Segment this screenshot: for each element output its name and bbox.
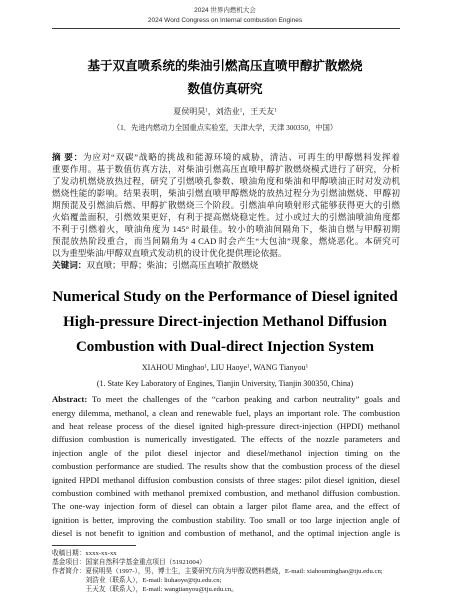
author-separator: ,: [206, 362, 211, 372]
en-abstract-line: The one-way injection form of diesel can obtain a larger pilot flame area, and the effect of: [52, 501, 400, 512]
zh-title-line: 基于双直喷系统的柴油引燃高压直喷甲醇扩散燃烧: [87, 58, 363, 73]
zh-abstract-line: 期预混及引燃油后燃、甲醇扩散燃烧三个阶段。引燃油单向喷射形式能够获得更大的引燃: [52, 200, 400, 210]
en-abstract-line: [52, 393, 400, 406]
zh-abstract-line: 火焰覆盖面积，引燃效果更好，有利于提高燃烧稳定性。过小或过大的引燃油喷油角度都: [52, 212, 400, 222]
en-abstract-line: combustion performance are studied. The results show that the combustion process of the diesel: [52, 461, 400, 472]
en-abstract-line: ignited HPDI methanol diffusion combustion consists of three stages: pilot diesel ignition, diesel: [52, 474, 400, 485]
author-name: 刘浩业: [215, 107, 240, 116]
affiliation-mark: 1: [247, 363, 250, 369]
zh-keywords-text: 双直喷；甲醇；柴油；引燃高压直喷扩散燃烧: [86, 260, 259, 270]
zh-keywords-label: 关键词：: [52, 260, 87, 270]
en-abstract: [52, 393, 400, 540]
en-abstract-line: diffusion combustion is numerically investigated. The effects of the nozzle parameters and: [52, 434, 400, 445]
en-title-line: Numerical Study on the Performance of Diesel ignited: [52, 288, 398, 305]
conference-name-zh: 2024 世界内燃机大会: [194, 7, 256, 14]
zh-abstract-label: 摘 要：: [52, 152, 83, 162]
zh-abstract-line: 重要作用。基于数值仿真方法，对柴油引燃高压直喷甲醇扩散燃烧模式进行了研究，分析: [52, 164, 400, 174]
conference-name-en: 2024 Word Congress on Internal combustion Engines: [147, 17, 303, 24]
zh-title: [0, 55, 450, 101]
zh-authors: [0, 106, 450, 118]
author-name: 王天友: [250, 107, 275, 116]
zh-keywords: [52, 259, 400, 271]
author-name: WANG Tianyou: [253, 362, 306, 372]
en-abstract-line: combustion combined with methanol premixed combustion, and methanol diffusion combustion.: [52, 488, 400, 499]
author-separator: ，: [207, 107, 216, 116]
header-rule: [52, 28, 400, 29]
zh-abstract-line: 预混放热阶段重合，而当间隔角为 4 CAD 时会产生“大包油”现象，燃烧恶化。本研究可: [52, 236, 400, 246]
footnotes: [52, 549, 400, 594]
zh-abstract-line: 不利于引燃着火，喷油角度为 145° 时最佳。较小的喷油间隔角下，柴油自燃与甲醇初期: [52, 224, 400, 234]
affiliation-mark: 1: [305, 363, 309, 369]
author-separator: ,: [249, 362, 254, 372]
zh-abstract-line: 以为重型柴油/甲醇双直喷式发动机的设计优化提供理论依据。: [52, 248, 287, 258]
en-abstract-line: and heat release process of the diesel ignited high-pressure direct-injection (HPDI) methanol: [52, 421, 400, 432]
affiliation-mark: 1: [204, 363, 207, 369]
author-name: XIAHOU Minghao: [141, 362, 205, 372]
en-abstract-line: diesel is not benefit to ignition and combustion of methanol, and the optimal injection angle is: [52, 528, 400, 539]
footnote-received: 收稿日期：xxxx-xx-xx: [52, 549, 117, 557]
footnote-contact: 王天友（联系人），E-mail: wangtianyou@tju.edu.cn。: [85, 585, 238, 593]
author-name: 夏侯明昊: [173, 107, 206, 116]
en-affiliation: (1. State Key Laboratory of Engines, Tianjin University, Tianjin 300350, China): [96, 378, 354, 388]
footnote-fund: 基金项目：国家自然科学基金重点项目（51921004）: [52, 558, 206, 566]
zh-abstract-line: 燃烧性能的影响。结果表明，柴油引燃直喷甲醇燃烧的放热过程分为引燃油燃烧、甲醇初: [52, 188, 400, 198]
zh-abstract-line: [52, 151, 400, 163]
zh-abstract: [52, 151, 400, 271]
affiliation-mark: 1: [239, 108, 243, 114]
en-abstract-line: energy dilemma, methanol, a clean and renewable fuel, plays an important role. The combustion: [52, 407, 400, 418]
footnote-rule: [52, 545, 136, 546]
en-abstract-line: injection angle of the pilot diesel injector and diesel/methanol injection timing on the: [52, 447, 400, 458]
zh-abstract-text: 为应对“双碳”战略的挑战和能源环境的威胁，清洁、可再生的甲醇燃料发挥着: [82, 152, 400, 162]
footnote-contact: 刘浩业（联系人），E-mail: liuhaoye@tju.edu.cn;: [85, 576, 222, 584]
en-authors: [0, 362, 450, 373]
en-abstract-label: Abstract:: [52, 394, 88, 405]
en-title-line: High-pressure Direct-injection Methanol Diffusion: [63, 313, 387, 330]
author-name: LIU Haoye: [210, 362, 248, 372]
zh-affiliation: （1．先进内燃动力全国重点实验室，天津大学，天津 300350，中国）: [112, 122, 338, 132]
affiliation-mark: 1: [274, 108, 277, 114]
affiliation-mark: 1: [205, 108, 208, 114]
author-separator: ，: [242, 107, 251, 116]
en-title: [0, 285, 450, 360]
footnote-author-bio: 作者简介：夏侯明昊（1997-），男，博士生，主要研究方向为甲醇双燃料燃烧，E-mail: xiahouminghao@tju.edu.cn;: [52, 567, 383, 575]
zh-abstract-line: 了发动机燃烧放热过程，研究了引燃喷孔参数、喷油角度和柴油和甲醇喷油正时对发动机: [52, 176, 400, 186]
en-title-line: Combustion with Dual-direct Injection System: [75, 338, 375, 355]
zh-title-line: 数值仿真研究: [187, 81, 263, 96]
en-abstract-text: To meet the challenges of the “carbon peaking and carbon neutrality” goals and: [91, 394, 400, 405]
en-abstract-line: ignition is better, improving the combustion stability. Too small or too large injection angle of: [52, 514, 400, 525]
